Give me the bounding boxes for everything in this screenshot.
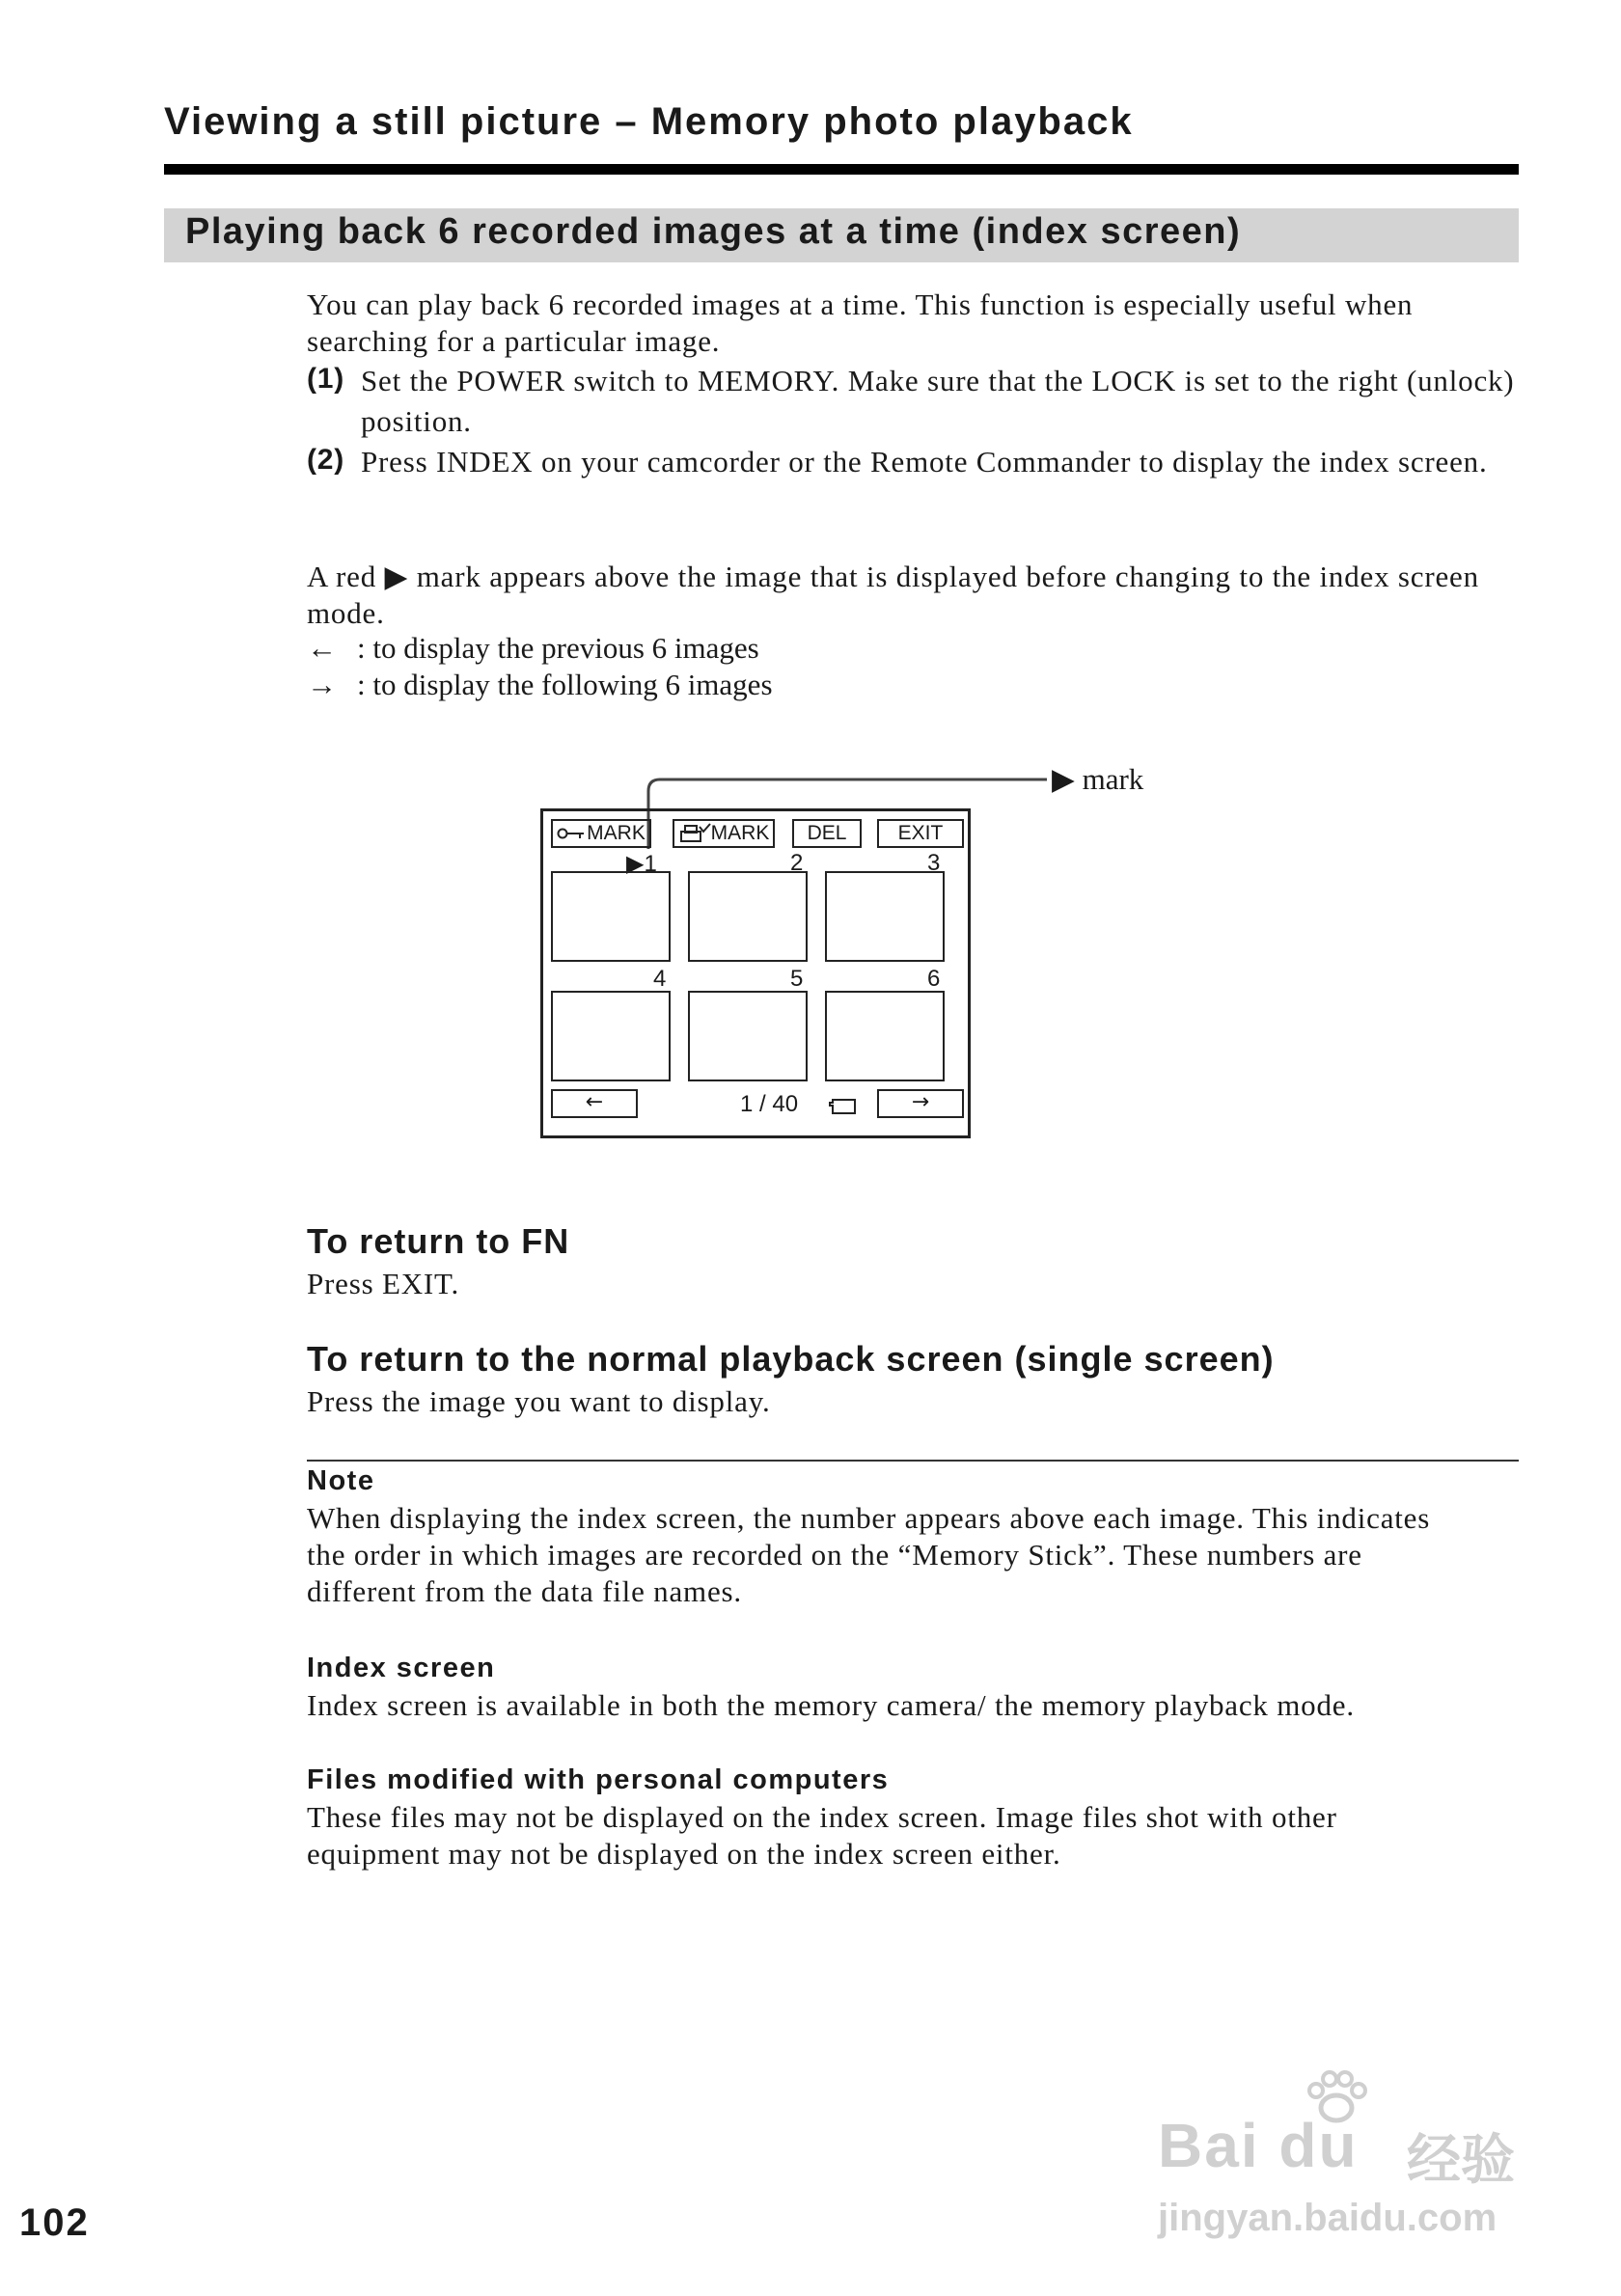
arrow-legend-text: : to display the following 6 images (357, 668, 773, 701)
return-fn-text: Press EXIT. (307, 1267, 460, 1300)
step-number: (2) (307, 444, 345, 476)
exit-button[interactable]: EXIT (877, 819, 964, 848)
note-rule (307, 1460, 1519, 1462)
index-screen-heading: Index screen (307, 1653, 496, 1683)
step-text: Set the POWER switch to MEMORY. Make sure that the LOCK is set to the right (unlock) position. (361, 364, 1515, 438)
thumbnail-number: 4 (653, 966, 667, 992)
watermark-brand: Bai du (1158, 2111, 1359, 2180)
index-screen-text: Index screen is available in both the memory camera/ the memory playback mode. (307, 1688, 1355, 1722)
note-text: When displaying the index screen, the number appears above each image. This indicates the order in which images are recorded on the “Memory Stick”. These numbers are different from the data file names. (307, 1501, 1431, 1608)
page-header-title: Viewing a still picture – Memory photo playback (164, 100, 1134, 143)
memory-stick-icon (829, 1097, 858, 1116)
next-page-button[interactable]: → (877, 1089, 964, 1118)
intro-paragraph: You can play back 6 recorded images at a time. This function is especially useful when searching for a particular image. (307, 287, 1414, 358)
page-counter: 1 / 40 (740, 1091, 799, 1117)
watermark-cn: 经验 (1407, 2129, 1515, 2192)
thumbnail-number: 6 (927, 966, 941, 992)
print-check-icon (678, 823, 711, 844)
thumbnail-6[interactable] (825, 991, 945, 1081)
thumbnail-number: ▶1 (626, 851, 657, 877)
print-mark-label: MARK (710, 822, 770, 844)
note-heading: Note (307, 1465, 375, 1496)
index-screen-diagram (540, 808, 971, 1138)
thumbnail-3[interactable] (825, 871, 945, 962)
thumbnail-number: 5 (790, 966, 804, 992)
return-normal-text: Press the image you want to display. (307, 1384, 771, 1418)
thumbnail-2[interactable] (688, 871, 808, 962)
baidu-watermark (1158, 2069, 1525, 2262)
previous-page-button[interactable]: ← (551, 1089, 638, 1118)
right-arrow-icon: → (307, 668, 337, 701)
step-text: Press INDEX on your camcorder or the Remote Commander to display the index screen. (361, 445, 1488, 478)
return-fn-heading: To return to FN (307, 1221, 570, 1261)
red-mark-paragraph: A red ▶ mark appears above the image that is displayed before changing to the index screen mode. (307, 560, 1479, 630)
return-normal-heading: To return to the normal playback screen (single screen) (307, 1339, 1275, 1379)
files-modified-heading: Files modified with personal computers (307, 1764, 890, 1795)
thumbnail-number: 2 (790, 850, 804, 876)
mark-callout-label: ▶ mark (1052, 762, 1144, 796)
lock-mark-button[interactable] (551, 819, 651, 848)
thumbnail-1[interactable] (551, 871, 671, 962)
step-1 (307, 361, 1523, 442)
step-2 (307, 442, 1523, 523)
lock-mark-label: MARK (587, 822, 646, 844)
del-button[interactable]: DEL (792, 819, 862, 848)
page-number: 102 (19, 2201, 90, 2244)
arrow-legend-next (307, 668, 773, 702)
thumbnail-5[interactable] (688, 991, 808, 1081)
left-arrow-icon: ← (307, 631, 337, 665)
header-rule (164, 164, 1519, 175)
step-number: (1) (307, 363, 345, 395)
thumbnail-4[interactable] (551, 991, 671, 1081)
print-mark-button[interactable] (673, 819, 775, 848)
files-modified-text: These files may not be displayed on the index screen. Image files shot with other equipment may not be displayed on the index screen either. (307, 1800, 1337, 1871)
arrow-legend-previous (307, 631, 759, 666)
thumbnail-number: 3 (927, 850, 941, 876)
watermark-url: jingyan.baidu.com (1158, 2197, 1497, 2239)
arrow-legend-text: : to display the previous 6 images (357, 631, 759, 665)
key-icon (557, 827, 586, 840)
section-title: Playing back 6 recorded images at a time (index screen) (185, 211, 1242, 252)
